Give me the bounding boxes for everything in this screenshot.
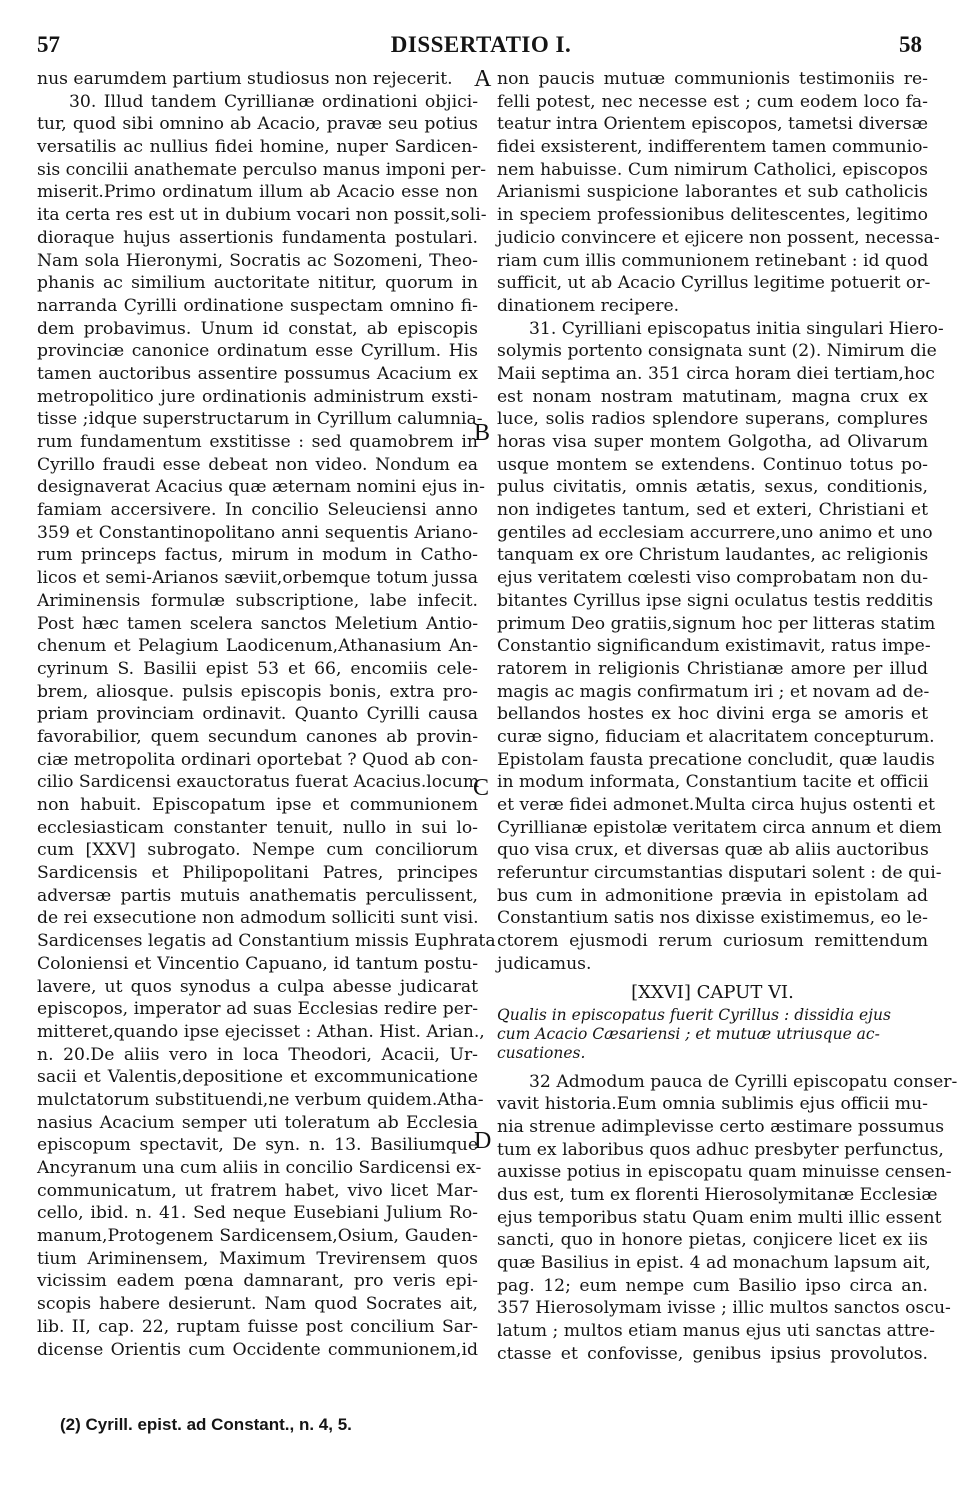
text-line: mulctatorum substituendi,ne verbum quidem.Atha- [37,1089,484,1110]
page-header [0,32,962,66]
text-line: gentiles ad ecclesiam accurrere,uno animo et uno [497,522,933,543]
text-line: mitteret,quando ipse ejecisset : Athan. Hist. Arian., [37,1021,485,1042]
page-number-right: 58 [899,32,922,57]
margin-letter-b: B [474,420,491,446]
text-line: manum,Protogenem Sardicensem,Osium, Gauden- [37,1226,478,1247]
text-line: ecclesiasticam constanter tenuit, nullo in sui lo- [37,817,478,838]
text-line: de rei exsecutione non admodum solliciti sunt visi. [37,908,479,929]
text-line: Maii septima an. 351 circa horam diei tertiam,hoc [497,363,935,384]
text-line: licos et semi-Arianos sæviit,orbemque totum jussa [37,568,478,589]
text-line: curæ signo, fiduciam et alacritatem concepturum. [497,726,935,747]
text-line: phanis ac similium auctoritate nititur, quorum in [37,273,478,294]
text-line: latum ; multos etiam manus ejus uti sanctas attre- [497,1321,935,1342]
text-line: et veræ fidei admonet.Multa circa hujus ostenti et [497,795,935,815]
text-line: Ariminensis formulæ subscriptione, labe infecit. [37,590,478,611]
text-line: Nam sola Hieronymi, Socratis ac Sozomeni, Theo- [37,250,478,271]
section-summary [497,1006,928,1063]
text-line: pulus civitatis, omnis ætatis, sexus, conditionis, [497,477,928,498]
text-line: chenum et Pelagium Laodicenum,Athanasium An- [37,636,478,657]
right-column-body-1 [497,68,944,976]
text-line: Cyrillo fraudi esse debeat non video. Nondum ea [37,454,478,475]
text-line: referuntur circumstantias disputari solent : de qui- [497,863,942,884]
text-line: in modum informata, Constantium tacite et officii [497,772,929,793]
text-line: favorabilior, quem secundum canones ab provin- [37,726,478,747]
text-line: fidei exsisterent, indifferentem tamen communio- [497,137,929,158]
text-line: sufficit, ut ab Acacio Cyrillus legitime potuerit or- [497,273,931,294]
text-line: riam cum illis communionem retinebant : id quod [497,250,929,271]
summary-line: cum Acacio Cæsariensi ; et mutuæ utriusque ac- [497,1024,880,1043]
text-line: n. 20.De aliis vero in loca Theodori, Acacii, Ur- [37,1044,478,1065]
text-line: Epistolam fausta precatione concludit, quæ laudis [497,749,935,770]
text-line: cyrinum S. Basilii epist 53 et 66, encomiis cele- [37,658,478,679]
text-line: nia strenue adimplevisse certo æstimare possumus [497,1116,945,1137]
page-number-left: 57 [37,32,60,57]
left-column [37,68,496,1361]
margin-letter-a: A [474,66,492,92]
text-line: non paucis mutuæ communionis testimoniis re- [497,69,928,89]
summary-line: cusationes. [497,1043,586,1062]
text-line: 357 Hierosolymam ivisse ; illic multos sanctos oscu- [497,1298,951,1319]
text-line: provinciæ canonice ordinatum esse Cyrillum. His [37,341,478,362]
text-line: 32 Admodum pauca de Cyrilli episcopatu conser- [529,1071,958,1092]
text-line: sancti, quo in honore pietas, conjicere licet ex iis [497,1230,928,1251]
section-heading: [XXVI] CAPUT VI. [631,981,794,1003]
text-line: dioraque hujus assertionis fundamenta postulari. [37,227,478,248]
footnote: (2) Cyrill. epist. ad Constant., n. 4, 5. [60,1415,352,1434]
margin-letter-c: C [473,775,490,801]
text-line: luce, solis radios splendore superans, complures [497,409,928,430]
text-line: Sardicensis et Philipopolitani Patres, principes [37,863,478,884]
text-line: tisse ;idque superstructarum in Cyrillum calumnia- [37,409,483,430]
text-line: designaverat Acacius quæ æternam nomini ejus in- [37,477,485,498]
text-line: Sardicenses legatis ad Constantium missis Euphrata [37,931,496,952]
text-line: teatur intra Orientem episcopos, tametsi diversæ [497,114,928,135]
text-line: pag. 12; eum nempe cum Basilio ipso circa an. [497,1275,928,1296]
text-line: Arianismi suspicione laborantes et sub catholicis [497,182,928,203]
text-line: lib. II, cap. 22, ruptam fuisse post concilium Sar- [37,1316,478,1337]
right-column [497,68,958,1365]
text-line: cum [XXV] subrogato. Nempe cum conciliorum [37,840,478,861]
text-line: non habuit. Episcopatum ipse et communionem [37,795,478,815]
text-line: Cyrillianæ epistolæ veritatem circa annum et diem [497,817,942,838]
text-line: tium Ariminensem, Maximum Trevirensem quos [37,1248,478,1269]
text-line: auxisse potius in episcopatu quam minuisse censen- [497,1162,952,1183]
text-line: ita certa res est ut in dubium vocari non possit,soli- [37,205,487,226]
text-line: sis concilii anathemate perculso manus imponi per- [37,159,487,180]
text-line: est nonam nostram matutinam, magna crux ex [497,386,928,407]
text-line: dem probavimus. Unum id constat, ab episcopis [37,318,478,339]
text-line: famiam accersivere. In concilio Seleuciensi anno [37,500,478,521]
text-line: bus cum in admonitione prævia in epistolam ad [497,885,928,906]
text-line: cello, ibid. n. 41. Sed neque Eusebiani Julium Ro- [37,1203,478,1224]
text-line: ciæ metropolita ordinari oportebat ? Quod ab con- [37,749,478,770]
text-line: tum ex laboribus quos adhuc presbyter perfunctus, [497,1139,944,1160]
text-line: vavit historia.Eum omnia sublimis ejus officii mu- [497,1094,928,1115]
text-line: adversæ partis mutuis anathematis perculissent, [37,885,478,906]
text-line: judicamus. [497,953,592,974]
text-line: felli potest, nec necesse est ; cum eodem loco fa- [497,91,928,112]
text-line: metropolitico jure ordinationis administrum exsti- [37,386,478,407]
text-line: scopis habere desierunt. Nam quod Socrates ait, [37,1294,478,1315]
text-line: usque montem se extendens. Continuo totus po- [497,454,928,475]
text-line: ctorem ejusmodi rerum curiosum remittendum [497,931,928,952]
text-line: dus est, tum ex florenti Hierosolymitanæ Ecclesiæ [497,1184,938,1205]
text-line: judicio convincere et ejicere non possent, necessa- [497,227,940,248]
text-line: Post hæc tamen scelera sanctos Meletium Antio- [37,613,478,634]
text-line: nasius Acacium semper uti toleratum ab Ecclesia [37,1112,478,1133]
text-line: miserit.Primo ordinatum illum ab Acacio esse non [37,182,478,203]
text-line: nus earumdem partium studiosus non rejecerit. [37,69,453,89]
text-line: in speciem professionibus delitescentes, legitimo [497,205,928,226]
summary-line: Qualis in episcopatus fuerit Cyrillus : dissidia ejus [497,1005,891,1024]
text-line: solymis portento consignata sunt (2). Nimirum die [497,341,937,362]
text-line: Ancyranum una cum aliis in concilio Sardicensi ex- [37,1158,482,1178]
text-line: 359 et Constantinopolitano anni sequentis Ariano- [37,522,478,543]
running-title: DISSERTATIO I. [390,32,572,57]
text-line: cilio Sardicensi exauctoratus fuerat Acacius.locum [37,772,480,793]
text-line: horas visa super montem Golgotha, ad Olivarum [497,432,928,452]
text-line: sacii et Valentis,depositione et excommunicatione [37,1067,478,1088]
text-line: Constantio significandum existimavit, ratus impe- [497,636,931,657]
text-line: Constantium satis nos dixisse existimemus, eo le- [497,908,928,929]
margin-letter-d: D [474,1128,492,1154]
text-line: nem habuisse. Cum nimirum Catholici, episcopos [497,159,928,180]
text-line: tamen auctoribus assentire possumus Acacium ex [37,363,478,384]
right-column-body-2 [497,1071,958,1366]
text-line: 30. Illud tandem Cyrillianæ ordinationi objici- [69,91,478,112]
text-line: non indigetes tantum, sed et exteri, Christiani et [497,500,928,521]
text-line: primum Deo gratiis,signum hoc per litteras statim [497,613,936,634]
text-line: bitantes Cyrillus ipse signi oculatus testis redditis [497,590,934,611]
text-line: ctasse et confovisse, genibus ipsius provolutos. [497,1343,928,1364]
text-line: priam provinciam ordinavit. Quanto Cyrilli causa [37,704,478,725]
text-line: dicense Orientis cum Occidente communionem,id [37,1339,478,1360]
text-line: versatilis ac nullius fidei homine, nuper Sardicen- [37,137,478,158]
text-line: tur, quod sibi omnino ab Acacio, pravæ seu potius [37,114,478,135]
text-line: rum princeps factus, mirum in modum in Catho- [37,545,478,566]
text-line: episcopum spectavit, De syn. n. 13. Basiliumque [37,1135,478,1156]
text-line: ejus temporibus statu Quam enim multi illic essent [497,1207,942,1228]
text-line: ratorem in religionis Christianæ amore per illud [497,658,928,679]
text-line: narranda Cyrilli ordinatione suspectam omnino fi- [37,295,478,316]
text-line: magis ac magis confirmatum iri ; et novam ad de- [497,681,930,702]
text-line: tanquam ex ore Christum laudantes, ac religionis [497,545,929,566]
text-line: episcopos, imperator ad suas Ecclesias redire per- [37,999,478,1020]
text-line: quæ Basilius in epist. 4 ad monachum lapsum ait, [497,1253,931,1273]
text-line: brem, aliosque. pulsis episcopis bonis, extra pro- [37,681,478,702]
text-line: Coloniensi et Vincentio Capuano, id tantum postu- [37,953,478,974]
text-line: rum fundamentum exstitisse : sed quamobrem in [37,432,478,452]
text-line: vicissim eadem pœna damnarant, pro veris epi- [37,1271,478,1292]
text-line: quo visa crux, et diversas quæ ab aliis auctoribus [497,840,929,861]
text-line: communicatum, ut fratrem habet, vivo licet Mar- [37,1180,478,1201]
text-line: dinationem recipere. [497,295,680,316]
text-line: lavere, ut quos synodus a culpa abesse judicarat [37,976,478,997]
text-line: bellandos hostes ex hoc divini erga se amoris et [497,704,928,725]
text-line: 31. Cyrilliani episcopatus initia singulari Hiero- [529,318,944,339]
text-line: ejus veritatem cœlesti viso comprobatam non du- [497,568,929,589]
